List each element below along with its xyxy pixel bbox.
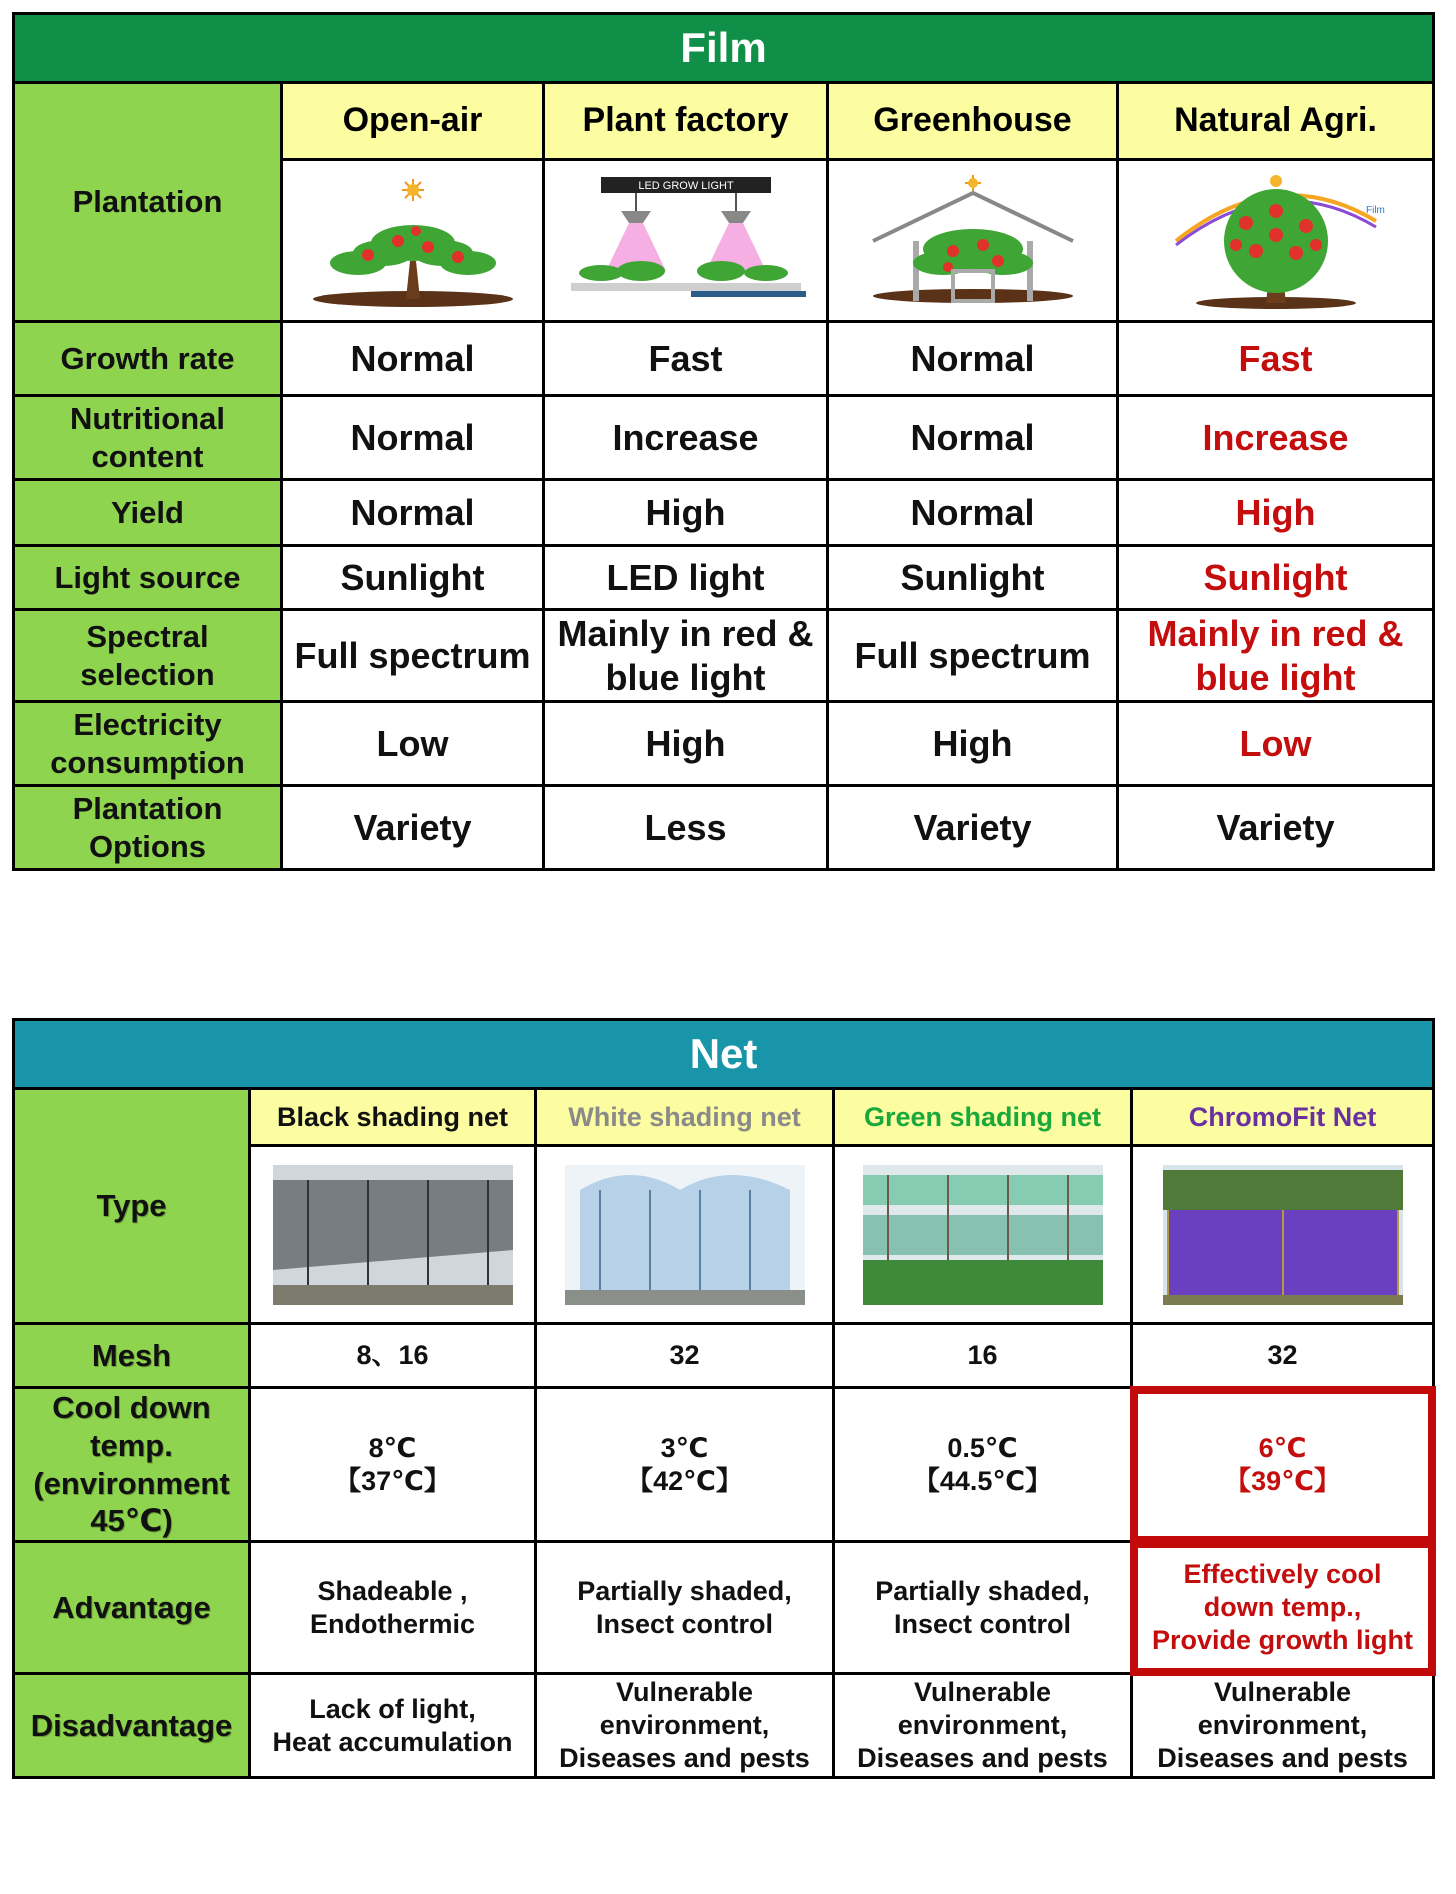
advantage-line: down temp., bbox=[1203, 1592, 1362, 1623]
row-label-yield: Yield bbox=[14, 480, 282, 546]
film-comparison-table bbox=[12, 12, 1435, 871]
disadvantage-white-shading-net bbox=[536, 1674, 834, 1778]
row-label-mesh: Mesh bbox=[14, 1324, 250, 1388]
growth-rate-natural-agri: Fast bbox=[1118, 322, 1434, 396]
disadvantage-line: Diseases and pests bbox=[857, 1743, 1108, 1774]
nutritional-content-plant-factory: Increase bbox=[544, 396, 828, 480]
row-label-cool-down-temp: Cool down temp. (environment 45℃) bbox=[14, 1388, 250, 1542]
advantage-line: Shadeable , bbox=[317, 1575, 468, 1606]
advantage-line: Provide growth light bbox=[1152, 1625, 1414, 1656]
advantage-line: Partially shaded, bbox=[577, 1575, 792, 1606]
column-header-open-air: Open-air bbox=[282, 83, 544, 160]
cool-down-green-shading-net bbox=[834, 1388, 1132, 1542]
column-header-greenhouse: Greenhouse bbox=[828, 83, 1118, 160]
plantation-options-natural-agri: Variety bbox=[1118, 786, 1434, 870]
film-table-title: Film bbox=[14, 14, 1434, 83]
disadvantage-line: Vulnerable bbox=[1214, 1677, 1352, 1708]
disadvantage-line: environment, bbox=[1197, 1710, 1368, 1741]
plantation-options-open-air: Variety bbox=[282, 786, 544, 870]
row-label-type: Type bbox=[14, 1089, 250, 1324]
led-grow-light-sign: LED GROW LIGHT bbox=[637, 179, 734, 192]
row-label-plantation: Plantation bbox=[14, 83, 282, 322]
plantation-options-plant-factory: Less bbox=[544, 786, 828, 870]
advantage-white-shading-net bbox=[536, 1542, 834, 1674]
advantage-chromofit-net bbox=[1132, 1542, 1434, 1674]
column-header-chromofit-net: ChromoFit Net bbox=[1132, 1089, 1434, 1146]
white-shading-net-photo bbox=[536, 1146, 834, 1324]
cool-down-drop: 8℃ bbox=[368, 1432, 417, 1463]
nutritional-content-greenhouse: Normal bbox=[828, 396, 1118, 480]
net-comparison-table bbox=[12, 1018, 1435, 1779]
electricity-consumption-open-air: Low bbox=[282, 702, 544, 786]
spectral-selection-natural-agri: Mainly in red & blue light bbox=[1118, 610, 1434, 702]
cool-down-resulting-temp: 【39℃】 bbox=[1224, 1465, 1341, 1496]
row-label-growth-rate: Growth rate bbox=[14, 322, 282, 396]
cool-down-drop: 6℃ bbox=[1258, 1432, 1307, 1463]
mesh-green-shading-net: 16 bbox=[834, 1324, 1132, 1388]
mesh-white-shading-net: 32 bbox=[536, 1324, 834, 1388]
advantage-green-shading-net bbox=[834, 1542, 1132, 1674]
disadvantage-line: Heat accumulation bbox=[272, 1726, 513, 1757]
advantage-line: Endothermic bbox=[309, 1608, 476, 1639]
yield-open-air: Normal bbox=[282, 480, 544, 546]
spectral-selection-greenhouse: Full spectrum bbox=[828, 610, 1118, 702]
disadvantage-green-shading-net bbox=[834, 1674, 1132, 1778]
electricity-consumption-natural-agri: Low bbox=[1118, 702, 1434, 786]
disadvantage-line: Diseases and pests bbox=[559, 1743, 810, 1774]
row-label-spectral-selection: Spectral selection bbox=[14, 610, 282, 702]
light-source-greenhouse: Sunlight bbox=[828, 546, 1118, 610]
row-label-light-source: Light source bbox=[14, 546, 282, 610]
row-label-advantage: Advantage bbox=[14, 1542, 250, 1674]
column-header-natural-agri: Natural Agri. bbox=[1118, 83, 1434, 160]
advantage-line: Partially shaded, bbox=[875, 1575, 1090, 1606]
disadvantage-line: Vulnerable bbox=[913, 1677, 1052, 1708]
light-source-plant-factory: LED light bbox=[544, 546, 828, 610]
natural-agri-illustration bbox=[1118, 160, 1434, 322]
row-label-disadvantage: Disadvantage bbox=[14, 1674, 250, 1778]
disadvantage-line: environment, bbox=[897, 1710, 1068, 1741]
green-shading-net-photo bbox=[834, 1146, 1132, 1324]
electricity-consumption-plant-factory: High bbox=[544, 702, 828, 786]
growth-rate-greenhouse: Normal bbox=[828, 322, 1118, 396]
light-source-natural-agri: Sunlight bbox=[1118, 546, 1434, 610]
net-table-title: Net bbox=[14, 1020, 1434, 1089]
open-air-illustration bbox=[282, 160, 544, 322]
yield-plant-factory: High bbox=[544, 480, 828, 546]
spectral-selection-plant-factory: Mainly in red & blue light bbox=[544, 610, 828, 702]
cool-down-black-shading-net bbox=[250, 1388, 536, 1542]
row-label-plantation-options: Plantation Options bbox=[14, 786, 282, 870]
greenhouse-illustration bbox=[828, 160, 1118, 322]
plantation-options-greenhouse: Variety bbox=[828, 786, 1118, 870]
column-header-plant-factory: Plant factory bbox=[544, 83, 828, 160]
mesh-chromofit-net: 32 bbox=[1132, 1324, 1434, 1388]
disadvantage-line: environment, bbox=[599, 1710, 770, 1741]
row-label-electricity-consumption: Electricity consumption bbox=[14, 702, 282, 786]
disadvantage-chromofit-net bbox=[1132, 1674, 1434, 1778]
disadvantage-line: Diseases and pests bbox=[1157, 1743, 1408, 1774]
yield-natural-agri: High bbox=[1118, 480, 1434, 546]
column-header-green-shading-net: Green shading net bbox=[834, 1089, 1132, 1146]
mesh-black-shading-net: 8、16 bbox=[250, 1324, 536, 1388]
nutritional-content-natural-agri: Increase bbox=[1118, 396, 1434, 480]
growth-rate-plant-factory: Fast bbox=[544, 322, 828, 396]
disadvantage-line: Vulnerable bbox=[615, 1677, 754, 1708]
advantage-line: Insect control bbox=[893, 1608, 1072, 1639]
cool-down-chromofit-net bbox=[1132, 1388, 1434, 1542]
advantage-line: Effectively cool bbox=[1183, 1559, 1382, 1590]
advantage-black-shading-net bbox=[250, 1542, 536, 1674]
column-header-white-shading-net: White shading net bbox=[536, 1089, 834, 1146]
yield-greenhouse: Normal bbox=[828, 480, 1118, 546]
cool-down-resulting-temp: 【42℃】 bbox=[626, 1465, 743, 1496]
disadvantage-black-shading-net bbox=[250, 1674, 536, 1778]
chromofit-net-photo bbox=[1132, 1146, 1434, 1324]
cool-down-resulting-temp: 【37℃】 bbox=[334, 1465, 451, 1496]
electricity-consumption-greenhouse: High bbox=[828, 702, 1118, 786]
spectral-selection-open-air: Full spectrum bbox=[282, 610, 544, 702]
row-label-nutritional-content: Nutritional content bbox=[14, 396, 282, 480]
plant-factory-illustration bbox=[544, 160, 828, 322]
column-header-black-shading-net: Black shading net bbox=[250, 1089, 536, 1146]
disadvantage-line: Lack of light, bbox=[309, 1693, 476, 1724]
film-label: Film bbox=[1365, 204, 1385, 216]
cool-down-drop: 3℃ bbox=[660, 1432, 709, 1463]
light-source-open-air: Sunlight bbox=[282, 546, 544, 610]
cool-down-resulting-temp: 【44.5℃】 bbox=[912, 1465, 1053, 1496]
growth-rate-open-air: Normal bbox=[282, 322, 544, 396]
nutritional-content-open-air: Normal bbox=[282, 396, 544, 480]
advantage-line: Insect control bbox=[595, 1608, 774, 1639]
cool-down-drop: 0.5℃ bbox=[947, 1432, 1018, 1463]
cool-down-white-shading-net bbox=[536, 1388, 834, 1542]
black-shading-net-photo bbox=[250, 1146, 536, 1324]
